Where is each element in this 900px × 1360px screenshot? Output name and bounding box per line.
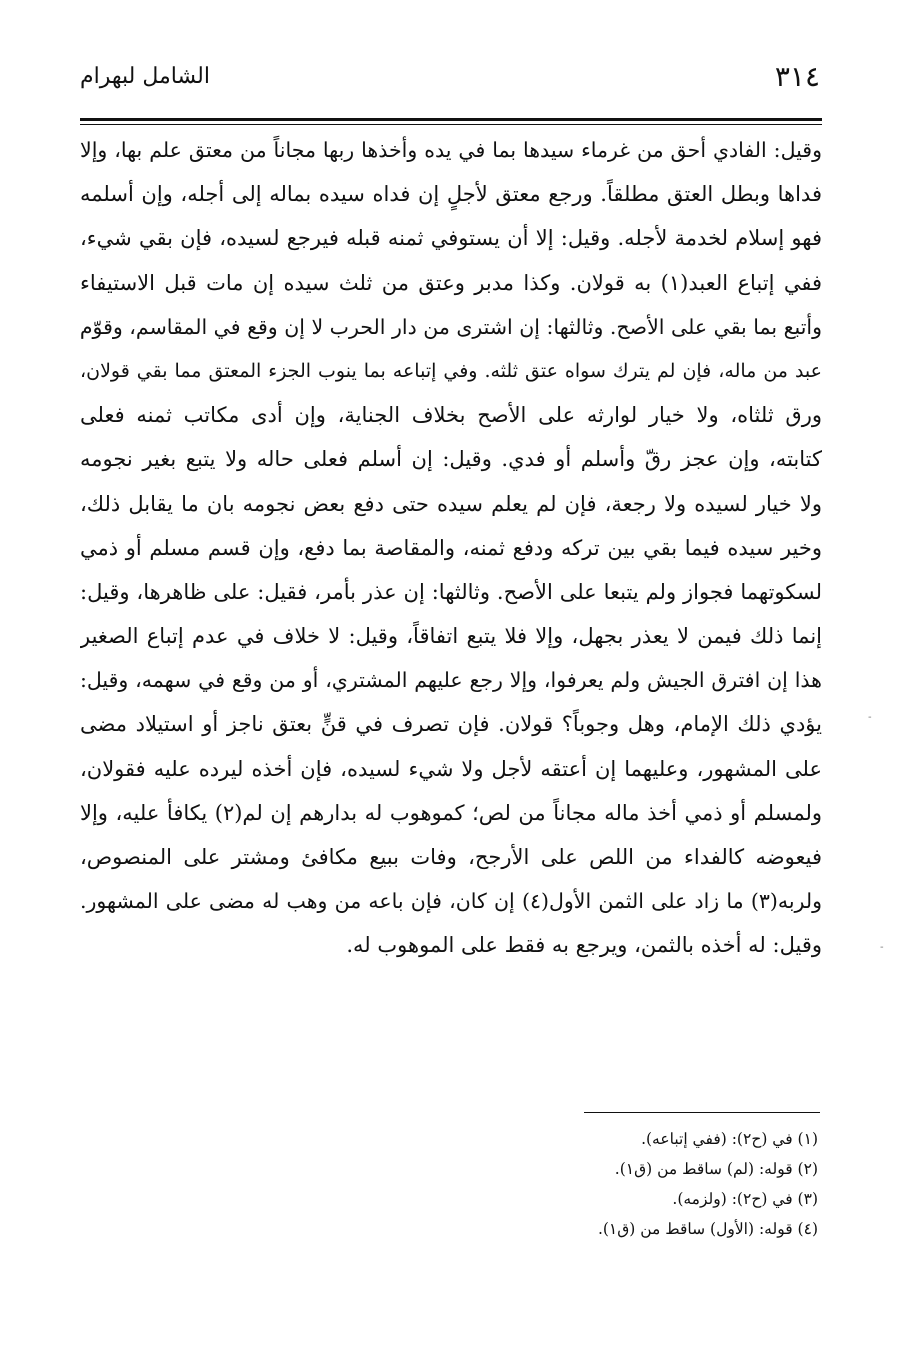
margin-mark: - — [880, 942, 884, 953]
footnote-4: (٤) قوله: (الأول) ساقط من (ق١). — [597, 1220, 818, 1238]
footnotes — [78, 1124, 818, 1244]
page-header — [80, 56, 820, 108]
text-line: وخير سيده فيما بقي بين تركه ودفع ثمنه، والمقاصة بما دفع، وإن قسم مسلم أو ذمي — [80, 535, 822, 560]
text-line: ولا خيار لسيده ولا رجعة، فإن لم يعلم سيده حتى دفع بعض نجومه بان ما يقابل ذلك، — [80, 491, 822, 516]
footnote-1: (١) في (ح٢): (ففي إتباعه). — [641, 1130, 818, 1148]
header-rule-thick — [80, 118, 822, 121]
text-line: هذا إن افترق الجيش ولم يعرفوا، وإلا رجع عليهم المشتري، أو من وقع في سهمه، وقيل: — [80, 668, 822, 693]
text-line: ولمسلم أو ذمي أخذ ماله مجاناً من لص؛ كموهوب له بدارهم إن لم(٢) يكافأ عليه، وإلا — [80, 800, 822, 825]
footnote-3: (٣) في (ح٢): (ولزمه). — [672, 1190, 818, 1208]
text-line: وأتبع بما بقي على الأصح. وثالثها: إن اشترى من دار الحرب لا إن وقع في المقاسم، وقوّم — [80, 314, 822, 339]
margin-mark: - — [868, 712, 872, 723]
text-line: يؤدي ذلك الإمام، وهل وجوباً؟ قولان. فإن تصرف في قنٍّ بعتق ناجز أو استيلاد مضى — [80, 712, 822, 737]
text-line: فداها وبطل العتق مطلقاً. ورجع معتق لأجلٍ إن فداه سيده بماله إلى أجله، وإن أسلمه — [80, 182, 822, 207]
text-line: فهو إسلام لخدمة لأجله. وقيل: إلا أن يستوفي ثمنه قبله فيرجع لسيده، فإن بقي شيء، — [80, 226, 822, 251]
text-line: كتابته، وإن عجز رقّ وأسلم أو فدي. وقيل: إن أسلم فعلى حاله ولا يتبع بغير نجومه — [80, 447, 822, 472]
body-text — [80, 128, 822, 968]
page-number: ٣١٤ — [774, 60, 820, 93]
text-line: وقيل: الفادي أحق من غرماء سيدها بما في يده وأخذها ربها مجاناً من معتق علم بها، وإلا — [80, 138, 822, 162]
text-line: عبد من ماله، فإن لم يترك سواه عتق ثلثه. وفي إتباعه بما ينوب الجزء المعتق مما بقي قولان، — [80, 359, 822, 382]
text-line: وقيل: له أخذه بالثمن، ويرجع به فقط على الموهوب له. — [346, 933, 822, 958]
text-line: إنما ذلك فيمن لا يعذر بجهل، وإلا فلا يتبع اتفاقاً، وقيل: لا خلاف في عدم إتباع الصغير — [80, 624, 822, 649]
footnote-2: (٢) قوله: (لم) ساقط من (ق١). — [614, 1160, 818, 1178]
text-line: ولربه(٣) ما زاد على الثمن الأول(٤) إن كان، فإن باعه من وهب له مضى على المشهور. — [80, 889, 822, 914]
text-line: على المشهور، وعليهما إن أعتقه لأجل ولا شيء لسيده، فإن أخذه ليرده عليه فقولان، — [80, 756, 822, 781]
text-line: ففي إتباع العبد(١) به قولان. وكذا مدبر وعتق من ثلث سيده إن مات قبل الاستيفاء — [80, 270, 822, 295]
text-line: ورق ثلثاه، ولا خيار لوارثه على الأصح بخلاف الجناية، وإن أدى مكاتب ثمنه فعلى — [80, 403, 822, 428]
header-rule-thin — [80, 124, 822, 125]
footnote-separator — [584, 1112, 820, 1113]
text-line: لسكوتهما فجواز ولم يتبعا على الأصح. وثالثها: إن عذر بأمر، فقيل: على ظاهرها، وقيل: — [80, 579, 822, 604]
text-line: فيعوضه كالفداء من اللص على الأرجح، وفات ببيع مكافئ ومشتر على المنصوص، — [80, 845, 822, 869]
running-title: الشامل لبهرام — [80, 64, 210, 89]
